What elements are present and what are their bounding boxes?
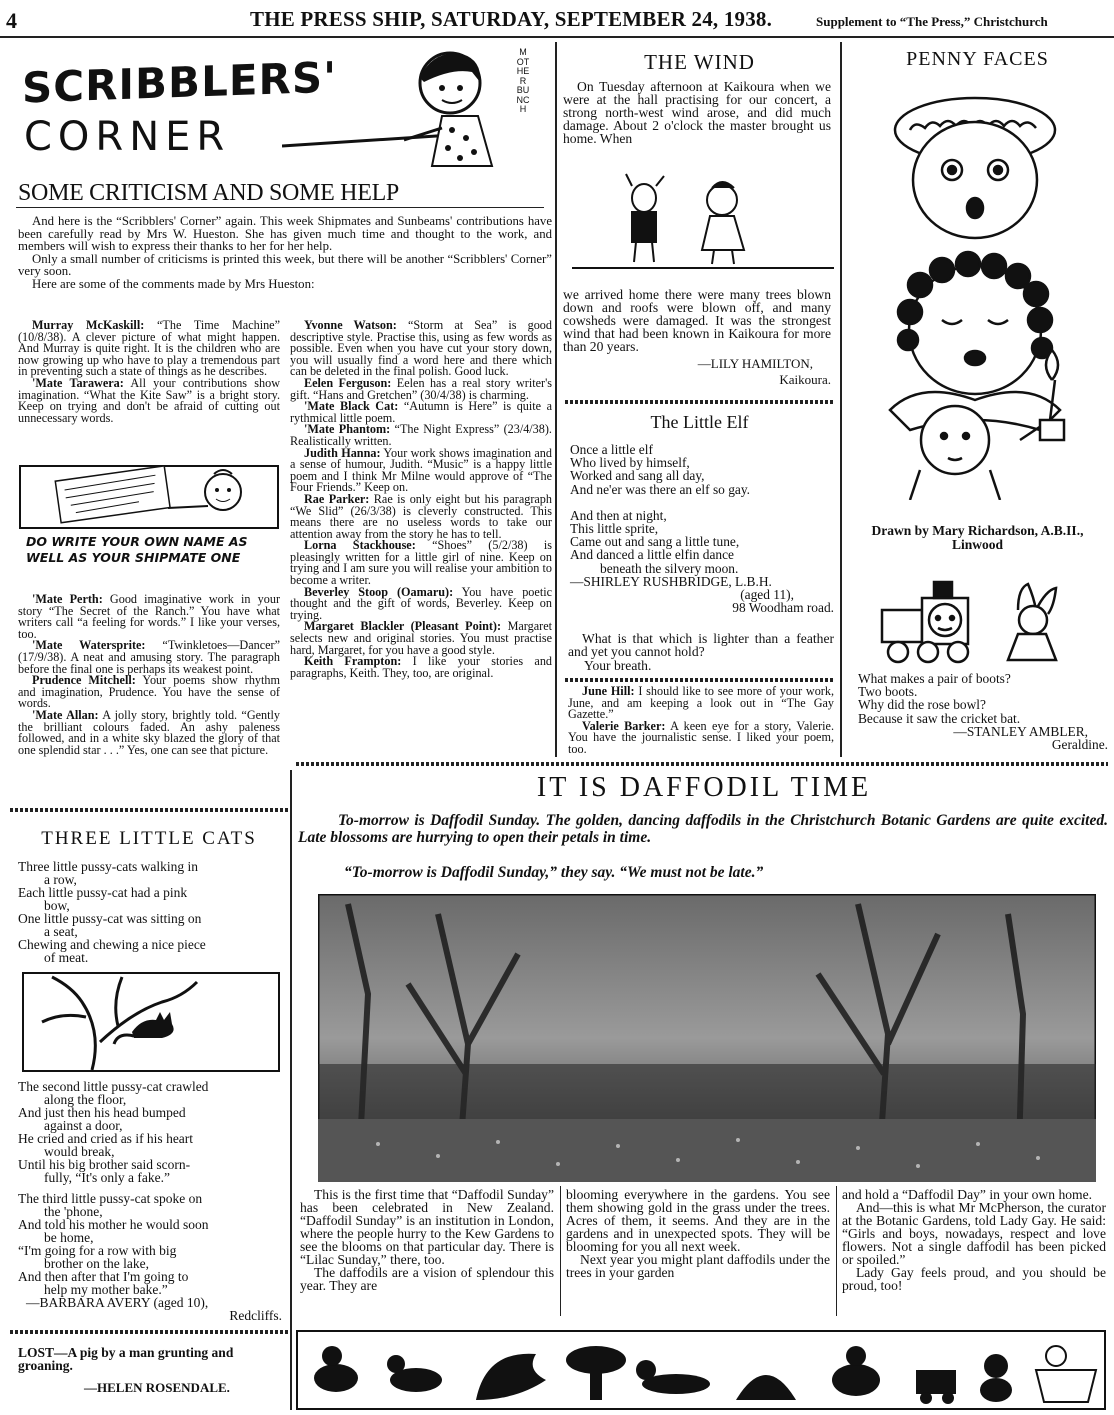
- criticism-name: Beverley Stoop (Oamaru):: [304, 584, 454, 599]
- penny-credit: [845, 524, 1110, 552]
- lost-author: —HELEN ROSENDALE.: [84, 1380, 230, 1395]
- criticism-text: Rae is only eight but his paragraph “We Slid” (26/3/38) is cleverly constructed. This means there are no useless words to take our attention away from the story he has to tell.: [290, 491, 552, 541]
- riddle-line: Two boots.: [858, 684, 918, 700]
- write-name-cartoon: [18, 462, 280, 584]
- separator: [565, 678, 833, 682]
- poem-line: a seat,: [44, 924, 78, 939]
- daffodil-headline: IT IS DAFFODIL TIME: [536, 772, 872, 803]
- daffodil-text: Next year you might plant daffodils under the trees in your garden: [566, 1252, 830, 1280]
- criticism-name: Valerie Barker:: [582, 718, 666, 733]
- criticism-text: “Autumn is Here” is quite a rythmical little poem.: [290, 399, 552, 425]
- criticism-column-1b: [18, 594, 280, 756]
- wind-story-cont: [563, 288, 831, 388]
- poem-line: a row,: [44, 872, 77, 887]
- criticism-name: Eelen Ferguson:: [304, 375, 392, 390]
- criticism-entry: [290, 584, 552, 622]
- criticism-entry: [290, 320, 552, 378]
- poem-line: This little sprite,: [570, 521, 659, 537]
- criticism-name: Margaret Blackler (Pleasant Point):: [304, 619, 502, 634]
- intro-paragraph: Here are some of the comments made by Mrs Hueston:: [32, 276, 315, 291]
- poem-line: And ne'er was there an elf so gay.: [570, 481, 751, 497]
- criticism-entry: [18, 375, 280, 425]
- cats-title: THREE LITTLE CATS: [41, 828, 257, 849]
- criticism-entry: [290, 375, 553, 402]
- credit-line: Linwood: [951, 537, 1004, 552]
- criticism-text: Margaret selects new and original stories. You must practise hard, Margaret, for you have a good style.: [290, 619, 553, 657]
- criticism-name: Prudence Mitchell:: [32, 673, 136, 688]
- criticism-name: 'Mate Perth:: [32, 592, 103, 606]
- elf-address: 98 Woodham road.: [732, 600, 834, 616]
- cat-in-tree-drawing: [22, 972, 280, 1072]
- poem-line: the 'phone,: [44, 1204, 103, 1219]
- wind-place: Kaikoura.: [779, 372, 831, 387]
- lost-notice: LOST—A pig by a man grunting and groaning.: [18, 1345, 234, 1373]
- criticism-entry: [18, 594, 280, 640]
- poem-line: And told his mother he would soon: [18, 1217, 209, 1232]
- criticism-text: Eelen has a real story writer's gift. “Hans and Gretchen” (30/4/38) is charming.: [290, 375, 553, 402]
- elf-title: The Little Elf: [650, 412, 749, 432]
- poem-line: He cried and cried as if his heart: [18, 1131, 194, 1146]
- extra-criticism: [568, 686, 834, 756]
- penny-title: PENNY FACES: [906, 48, 1049, 70]
- criticism-name: Yvonne Watson:: [304, 318, 397, 332]
- wind-title: THE WIND: [644, 50, 755, 74]
- criticism-name: 'Mate Tarawera:: [32, 375, 124, 390]
- criticism-entry: [568, 686, 834, 721]
- poem-line: against a door,: [44, 1118, 123, 1133]
- girl-writing-drawing: [402, 48, 512, 173]
- separator: [296, 762, 1108, 766]
- riddle-line: What makes a pair of boots?: [858, 671, 1011, 686]
- poem-line: And then after that I'm going to: [18, 1269, 189, 1284]
- daffodil-col-1: [300, 1188, 554, 1292]
- daffodil-lead-quote: “To-morrow is Daffodil Sunday,” they say. “We must not be late.”: [344, 864, 764, 881]
- criticism-entry: [568, 718, 834, 756]
- intro-paragraph: Only a small number of criticisms is printed this week, but there will be another “Scribblers' Corner” very soon.: [18, 251, 552, 279]
- poem-line: of meat.: [44, 950, 89, 965]
- engine-and-rabbit-drawing: [878, 580, 1078, 670]
- poem-line: The second little pussy-cat crawled: [18, 1079, 209, 1094]
- criticism-text: “The Time Machine” (10/8/38). A clever picture of what might happen. And Murray is quite right. It is the children who are now growing up who have to play a tremendous part in preventing such a state of things as he describes.: [18, 318, 280, 379]
- wind-text: we arrived home there were many trees blown down and roofs were blown off, and many cowsheds were damaged. It was the strongest wind that had been known in Kaikoura for more than 20 years.: [563, 287, 831, 354]
- criticism-column-2: [290, 320, 552, 679]
- cats-stanza-3: [18, 1192, 282, 1322]
- daffodil-lead-text: To-morrow is Daffodil Sunday. The golden, dancing daffodils in the Christchurch Botanic Gardens are quite excited. Late blossoms are hurrying to open their petals in time.: [298, 812, 1108, 846]
- cartoon-caption: DO WRITE YOUR OWN NAME AS WELL AS YOUR SHIPMATE ONE: [26, 534, 248, 565]
- criticism-name: Murray McKaskill:: [32, 318, 145, 332]
- fairy-border-drawing: [296, 1330, 1106, 1410]
- intro-paragraph: And here is the “Scribblers' Corner” again. This week Shipmates and Sunbeams' contributions have been carefully read by Mrs W. Hueston. She has given much time and thought to the work, and members will wish to express their thanks to her for her help.: [18, 214, 552, 254]
- daffodil-garden-photo: [318, 894, 1096, 1182]
- separator: [565, 400, 833, 404]
- headline-underline: [16, 207, 544, 208]
- column-rule: [840, 42, 842, 757]
- criticism-name: 'Mate Allan:: [32, 707, 99, 722]
- poem-line: beneath the silvery moon.: [600, 560, 739, 576]
- criticism-text: A keen eye for a story, Valerie. You have the journalistic sense. I liked your poem, too.: [568, 718, 834, 756]
- poem-line: The third little pussy-cat spoke on: [18, 1191, 203, 1206]
- poem-line: Worked and sang all day,: [570, 468, 705, 484]
- criticism-text: All your contributions show imagination. “What the Kite Saw” is a bright story. Keep on trying and don't be afraid of cutting out unnecessary words.: [18, 375, 280, 425]
- criticism-entry: [290, 401, 552, 424]
- cats-place: Redcliffs.: [229, 1308, 282, 1323]
- riddle-line: Because it saw the cricket bat.: [858, 710, 1021, 726]
- criticism-text: I should like to see more of your work, June, and am keeping a look out in “The Gay Gazette.”: [568, 684, 834, 722]
- criticism-entry: [290, 621, 552, 656]
- poem-line: brother on the lake,: [44, 1256, 149, 1271]
- criticism-text: A jolly story, brightly told. “Gently the brilliant colours faded. An ashy paleness followed, and in a white sky blazed the glory of that one splendid star . . .” Yes, one can see that picture.: [18, 707, 280, 757]
- daffodil-text: And—this is what Mr McPherson, the curator at the Botanic Gardens, told Lady Gay. He said: “Girls and boys, nowadays, respect and love flowers. Not a single daffodil has been picked or spoiled.”: [842, 1200, 1106, 1267]
- criticism-text: I like your stories and paragraphs, Keith. They, too, are original.: [290, 654, 553, 680]
- separator: [10, 808, 288, 812]
- logo-line1: SCRIBBLERS': [22, 52, 337, 113]
- criticism-text: Your work shows imagination and a sense of humour, Judith. “Music” is a happy little poem and I think Mr Milne would approve of “The Four Friends.” Keep on.: [290, 445, 552, 495]
- criticism-text: Good imaginative work in your story “The Secret of the Ranch.” You have what writers call “a feeling for words.” I like your verses, too.: [18, 592, 280, 641]
- criticism-name: June Hill:: [582, 684, 635, 698]
- scribblers-intro: [18, 215, 552, 291]
- poem-line: Came out and sang a little tune,: [570, 534, 740, 550]
- separator: [10, 1330, 288, 1334]
- column-rule: [836, 1186, 837, 1316]
- poem-line: [570, 496, 834, 509]
- daffodil-text: and hold a “Daffodil Day” in your own home.: [842, 1187, 1093, 1202]
- daffodil-col-2: [566, 1188, 830, 1279]
- riddle-question: What is that which is lighter than a feather and yet you cannot hold?: [568, 631, 834, 660]
- poem-line: Who lived by himself,: [570, 455, 690, 471]
- criticism-entry: [290, 540, 552, 586]
- criticism-entry: [18, 675, 280, 710]
- daffodil-text: The daffodils are a vision of splendour this year. They are: [300, 1265, 554, 1293]
- criticism-entry: [290, 424, 552, 447]
- criticism-entry: [290, 445, 552, 495]
- criticism-text: “Shoes” (5/2/38) is pleasingly written for a little girl of nine. Keep on trying and I am sure you will realise your ambition to become a writer.: [290, 538, 552, 588]
- poem-line: And then at night,: [570, 507, 667, 523]
- riddle-answer: Your breath.: [584, 658, 652, 673]
- daffodil-text: This is the first time that “Daffodil Sunday” has been celebrated in New Zealand. “Daffodil Sunday” is an institution in London, where the people hurry to the Kew Gardens to see the blooms on that particular day. There is “Lilac Sunday,” there, too.: [300, 1187, 554, 1267]
- wind-story: [563, 80, 831, 145]
- elf-poem: [570, 443, 834, 614]
- wind-author: —LILY HAMILTON,: [697, 356, 813, 371]
- criticism-text: You have poetic thought and the gift of words, Beverley. Keep on trying.: [290, 584, 552, 622]
- criticism-entry: [290, 656, 552, 679]
- penny-riddles: [858, 672, 1108, 751]
- page-number: 4: [6, 8, 18, 33]
- poem-line: bow,: [44, 898, 70, 913]
- elf-author: —SHIRLEY RUSHBRIDGE, L.B.H.: [570, 573, 772, 589]
- poem-line: along the floor,: [44, 1092, 127, 1107]
- credit-line: Drawn by Mary Richardson, A.B.II.,: [871, 523, 1084, 538]
- cats-author: —BARBARA AVERY (aged 10),: [26, 1295, 209, 1310]
- riddle-place: Geraldine.: [1051, 737, 1108, 753]
- criticism-text: Your poems show rhythm and imagination, Prudence. You have the sense of words.: [18, 673, 280, 711]
- criticism-name: 'Mate Watersprite:: [32, 638, 146, 653]
- supplement-label: Supplement to “The Press,” Christchurch: [816, 14, 1048, 29]
- cats-stanza-1: [18, 860, 282, 964]
- criticism-text: “Twinkletoes—Dancer” (17/9/38). A neat and amusing story. The paragraph before the final one is perhaps its weakest point.: [18, 638, 280, 676]
- poem-line: Each little pussy-cat had a pink: [18, 885, 188, 900]
- wind-text: On Tuesday afternoon at Kaikoura when we were at the hall practising for our concert, a strong north-west wind arose, and did much damage. About 2 o'clock the master brought us home. When: [563, 79, 831, 146]
- boy-with-note-drawing: [18, 462, 280, 532]
- column-rule: [290, 770, 292, 1410]
- riddle-author: —STANLEY AMBLER,: [953, 723, 1088, 739]
- scribblers-headline: SOME CRITICISM AND SOME HELP: [18, 180, 399, 206]
- criticism-entry: [18, 640, 280, 675]
- daffodil-lead: [298, 812, 1108, 846]
- two-children-drawing: [572, 170, 834, 275]
- criticism-entry: [18, 320, 280, 378]
- poem-line: And danced a little elfin dance: [570, 547, 734, 563]
- poem-line: be home,: [44, 1230, 94, 1245]
- elf-age: (aged 11),: [740, 587, 794, 603]
- criticism-column-1: [18, 320, 280, 424]
- poem-line: fully, “It's only a fake.”: [44, 1170, 171, 1185]
- poem-line: Chewing and chewing a nice piece: [18, 937, 206, 952]
- poem-line: One little pussy-cat was sitting on: [18, 911, 202, 926]
- criticism-name: Keith Frampton:: [304, 654, 402, 669]
- scribblers-logo: [12, 48, 552, 178]
- criticism-text: “Storm at Sea” is good descriptive style. Practise this, using as few words as possible. Even when you have cut your story down, you will usually find a word here and there which can be deleted in the final polish. Good luck.: [290, 318, 552, 379]
- poem-line: “I'm going for a row with big: [18, 1243, 177, 1258]
- poem-line: Until his big brother said scorn-: [18, 1157, 191, 1172]
- poem-line: help my mother bake.”: [44, 1282, 168, 1297]
- cats-stanza-2: [18, 1080, 282, 1184]
- daffodil-text: Lady Gay feels proud, and you should be proud, too!: [842, 1265, 1106, 1293]
- daffodil-col-3: [842, 1188, 1106, 1292]
- penny-faces-drawing: [880, 80, 1090, 500]
- artist-signature: MOTHER BUNCH: [516, 47, 530, 114]
- riddle-line: Why did the rose bowl?: [858, 697, 986, 713]
- daffodil-text: blooming everywhere in the gardens. You see them showing gold in the grass under the trees. Acres of them, it seems. And they are in the gardens and in unexpected spots. They will be blooming for you all next week.: [566, 1187, 830, 1254]
- criticism-name: Judith Hanna:: [304, 445, 381, 460]
- criticism-entry: [290, 491, 552, 541]
- criticism-name: 'Mate Phantom:: [304, 422, 391, 437]
- poem-line: Three little pussy-cats walking in: [18, 859, 198, 874]
- criticism-name: Rae Parker:: [304, 491, 370, 506]
- criticism-name: Lorna Stackhouse:: [304, 538, 416, 553]
- masthead-title: THE PRESS SHIP, SATURDAY, SEPTEMBER 24, 1938.: [250, 7, 773, 31]
- poem-line: would break,: [44, 1144, 115, 1159]
- criticism-entry: [18, 707, 280, 757]
- criticism-text: “The Night Express” (23/4/38). Realistically written.: [290, 422, 552, 448]
- column-rule: [555, 42, 557, 757]
- poem-line: Once a little elf: [570, 442, 653, 457]
- poem-line: And just then his head bumped: [18, 1105, 186, 1120]
- masthead-rule: [0, 36, 1114, 38]
- logo-line2: CORNER: [24, 114, 231, 160]
- column-rule: [560, 1186, 561, 1316]
- criticism-name: 'Mate Black Cat:: [304, 399, 399, 414]
